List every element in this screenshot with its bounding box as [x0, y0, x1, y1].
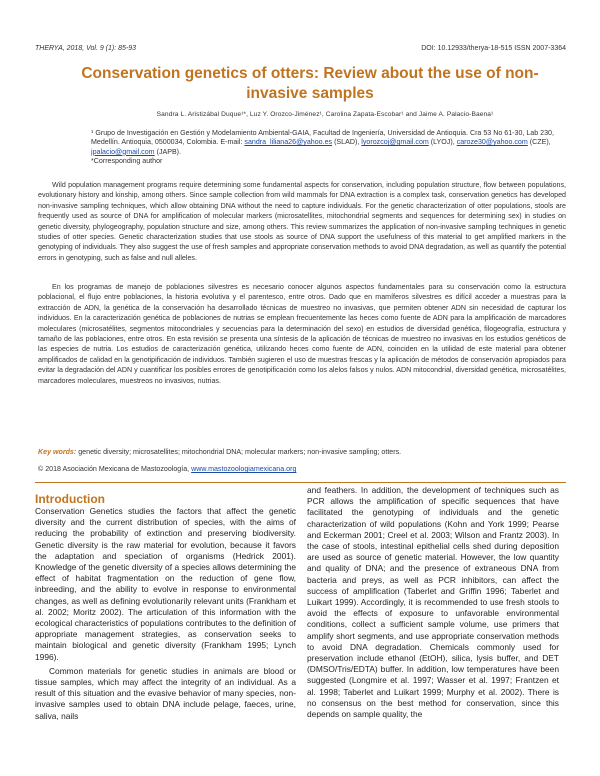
- email-link-2[interactable]: lyorozcoj@gmail.com: [361, 138, 429, 147]
- email-tag-3: (CZE),: [529, 138, 551, 147]
- society-website-link[interactable]: www.mastozoologiamexicana.org: [191, 465, 297, 473]
- abstract-spanish: En los programas de manejo de poblaciones silvestres es necesario conocer algunos aspectos fundamentales para su conservación como la estructura poblacional, el flujo entre poblaciones, la historia evolutiva y el parentesco, entre otros. Dado que en mamíferos silvestres es difícil acceder a muestras para la extracción de ADN, la genética de la conservación ha desarrollado técnicas de muestreo no invasivas, que permiten obtener ADN sin necesidad de capturar los individuos. En la caracterización genética de poblaciones de nutrias se emplean frecuentemente las heces como fuente de ADN para la amplificación de marcadores moleculares (microsatélites, segmentos mitocondriales y secuencias para la determinación del sexo) en estudios de diversidad genética, filogeografía, estructura y tamaño de las poblaciones, entre otros. En esta revisión se presenta una síntesis de la aplicación de técnicas de muestreo no invasivas en los estudios genéticos de las especies de nutria. Los estudios de caracterización genética, utilizando heces como fuente de ADN, coinciden en la utilidad de este material para obtener amplificados de calidad en la genotipificación de individuos. También sugieren el uso de muestras frescas y la aplicación de métodos de conservación apropiados para evitar la degradación del ADN y cuantificar los posibles errores de genotipificación como los alelos falsos y nulos. ADN mitocondrial, diversidad genética, microsatélites, marcadores moleculares, muestreos no invasivos, nutrias.: [38, 283, 566, 385]
- intro-paragraph-1: Conservation Genetics studies the factors that affect the genetic diversity and the current distribution of species, with the aims of reducing the probability of extinction and preserving biodiversity. Genetic diversity is the raw material for evolution, because it favors the adaptation and speciation of organisms (Hedrick 2001). Knowledge of the genetic diversity of a species allows determining the effect of habitat fragmentation on the reduction of gene flow, inbreeding, and the ability to evolve in response to environmental changes, as well as defining evolutionarily relevant units (Frankham et al. 2002; Moritz 2002). The articulation of this information with the ecological characteristics of populations contributes to the definition of appropriate management strategies, as conservation seeks to maintain biological and genetic diversity (Frankham 1995; Lynch 1996).: [35, 506, 296, 662]
- email-link-4[interactable]: jpalacio@gmail.com: [91, 147, 155, 156]
- author-list: Sandra L. Aristizábal Duque¹*, Luz Y. Orozco-Jiménez¹, Carolina Zapata-Escobar¹ and Jaime A. Palacio-Baena¹: [156, 111, 494, 118]
- article-title: Conservation genetics of otters: Review about the use of non-invasive samples: [81, 65, 539, 102]
- body-column-left: [35, 506, 296, 722]
- body-column-right: [307, 485, 559, 720]
- abstract-english: Wild population management programs require determining some fundamental aspects for conservation, including population structure, flow between populations, evolutionary history and kinship, among others. Since sample collection from wild mammals for DNA extraction is a complex task, conservation genetics has developed non-invasive sampling techniques, which allow obtaining DNA without the need to capture individuals. For the genetic characterization of otter populations, stools are frequently used as source of DNA for amplification of molecular markers (microsatellites, mitochondrial segments and sequences for determining sex) in studies on genetic diversity, phylogeography, population structure and size, among others. This review summarizes the application of non-invasive sampling techniques in genetic studies of otter species. Genetic characterization studies that use stools as source of DNA support the usefulness of this material to get amplified markers in the genotyping of individuals. They also suggest the use of fresh samples and appropriate conservation methods to avoid DNA degradation, as well as quantify the potential errors in genotyping, such as false and null alleles.: [38, 181, 566, 262]
- email-link-1[interactable]: sandra_liliana26@yahoo.es: [244, 138, 333, 147]
- keywords-label: Key words:: [38, 448, 77, 456]
- affiliation-block: [91, 129, 568, 167]
- email-tag-2: (LYOJ),: [430, 138, 455, 147]
- affiliation-text: ¹ Grupo de Investigación en Gestión y Modelamiento Ambiental-GAIA, Facultad de Ingeniería, Universidad de Antioquia. Cra 53 No 61-30, Lab 230, Medellín. Antioquia, 0500034, Colombia. E-mail:: [91, 129, 554, 147]
- keywords-text: genetic diversity; microsatellites; mitochondrial DNA; molecular markers; non-invasive sampling; otters.: [78, 448, 402, 456]
- copyright-line: [38, 465, 566, 473]
- email-tag-4: (JAPB).: [156, 147, 182, 156]
- doi-issn: DOI: 10.12933/therya-18-515 ISSN 2007-3364: [421, 45, 566, 52]
- copyright-text: © 2018 Asociación Mexicana de Mastozoología,: [38, 465, 190, 473]
- keywords-line: [38, 448, 566, 456]
- email-link-3[interactable]: caroze30@yahoo.com: [456, 138, 528, 147]
- section-divider: [35, 482, 566, 483]
- intro-paragraph-2: Common materials for genetic studies in animals are blood or tissue samples, which may affect the integrity of an individual. As a result of this situation and the evasive behavior of many species, non-invasive samples used to obtain DNA include pelage, faeces, urine, saliva, nails: [35, 665, 296, 721]
- section-heading-introduction: Introduction: [35, 492, 105, 506]
- journal-citation: THERYA, 2018, Vol. 9 (1): 85-93: [35, 45, 137, 52]
- corresponding-author-note: *Corresponding author: [91, 157, 163, 166]
- email-tag-1: (SLAD),: [334, 138, 360, 147]
- intro-paragraph-2-continued: and feathers. In addition, the development of techniques such as PCR allows the amplification of specific sequences that have facilitated the genotyping of individuals and the genetic characterization of wild populations (Kohn and York 1999; Pearse and Eckerman 2001; Creel et al. 2003; Wilson and Frantz 2003). In the case of stools, intestinal epithelial cells shed during deposition are used as source of genetic material. However, the low quantity and quality of DNA; and the presence of extraneous DNA from bacteria and preys, as well as PCR inhibitors, can affect the success of amplification (Taberlet and Griffin 1996; Taberlet and Luikart 1999). Accordingly, it is recommended to use fresh stools to avoid the effects of exposure to unfavorable environmental conditions, collect a sufficient sample volume, use primers that amplify short segments, and use appropriate conservation methods to avoid DNA degradation. Chemicals commonly used for preservation include ethanol (EtOH), silica, lysis buffer, and DET (DMSO/Tris/EDTA) buffer. In addition, low temperatures have been suggested (Longmire et al. 1997; Wasser et al. 1997; Frantzen et al. 1998; Taberlet and Luikart 1999; Murphy et al. 2002). There is no consensus on the best method for conservation, since this depends on sample quality, the: [307, 485, 559, 720]
